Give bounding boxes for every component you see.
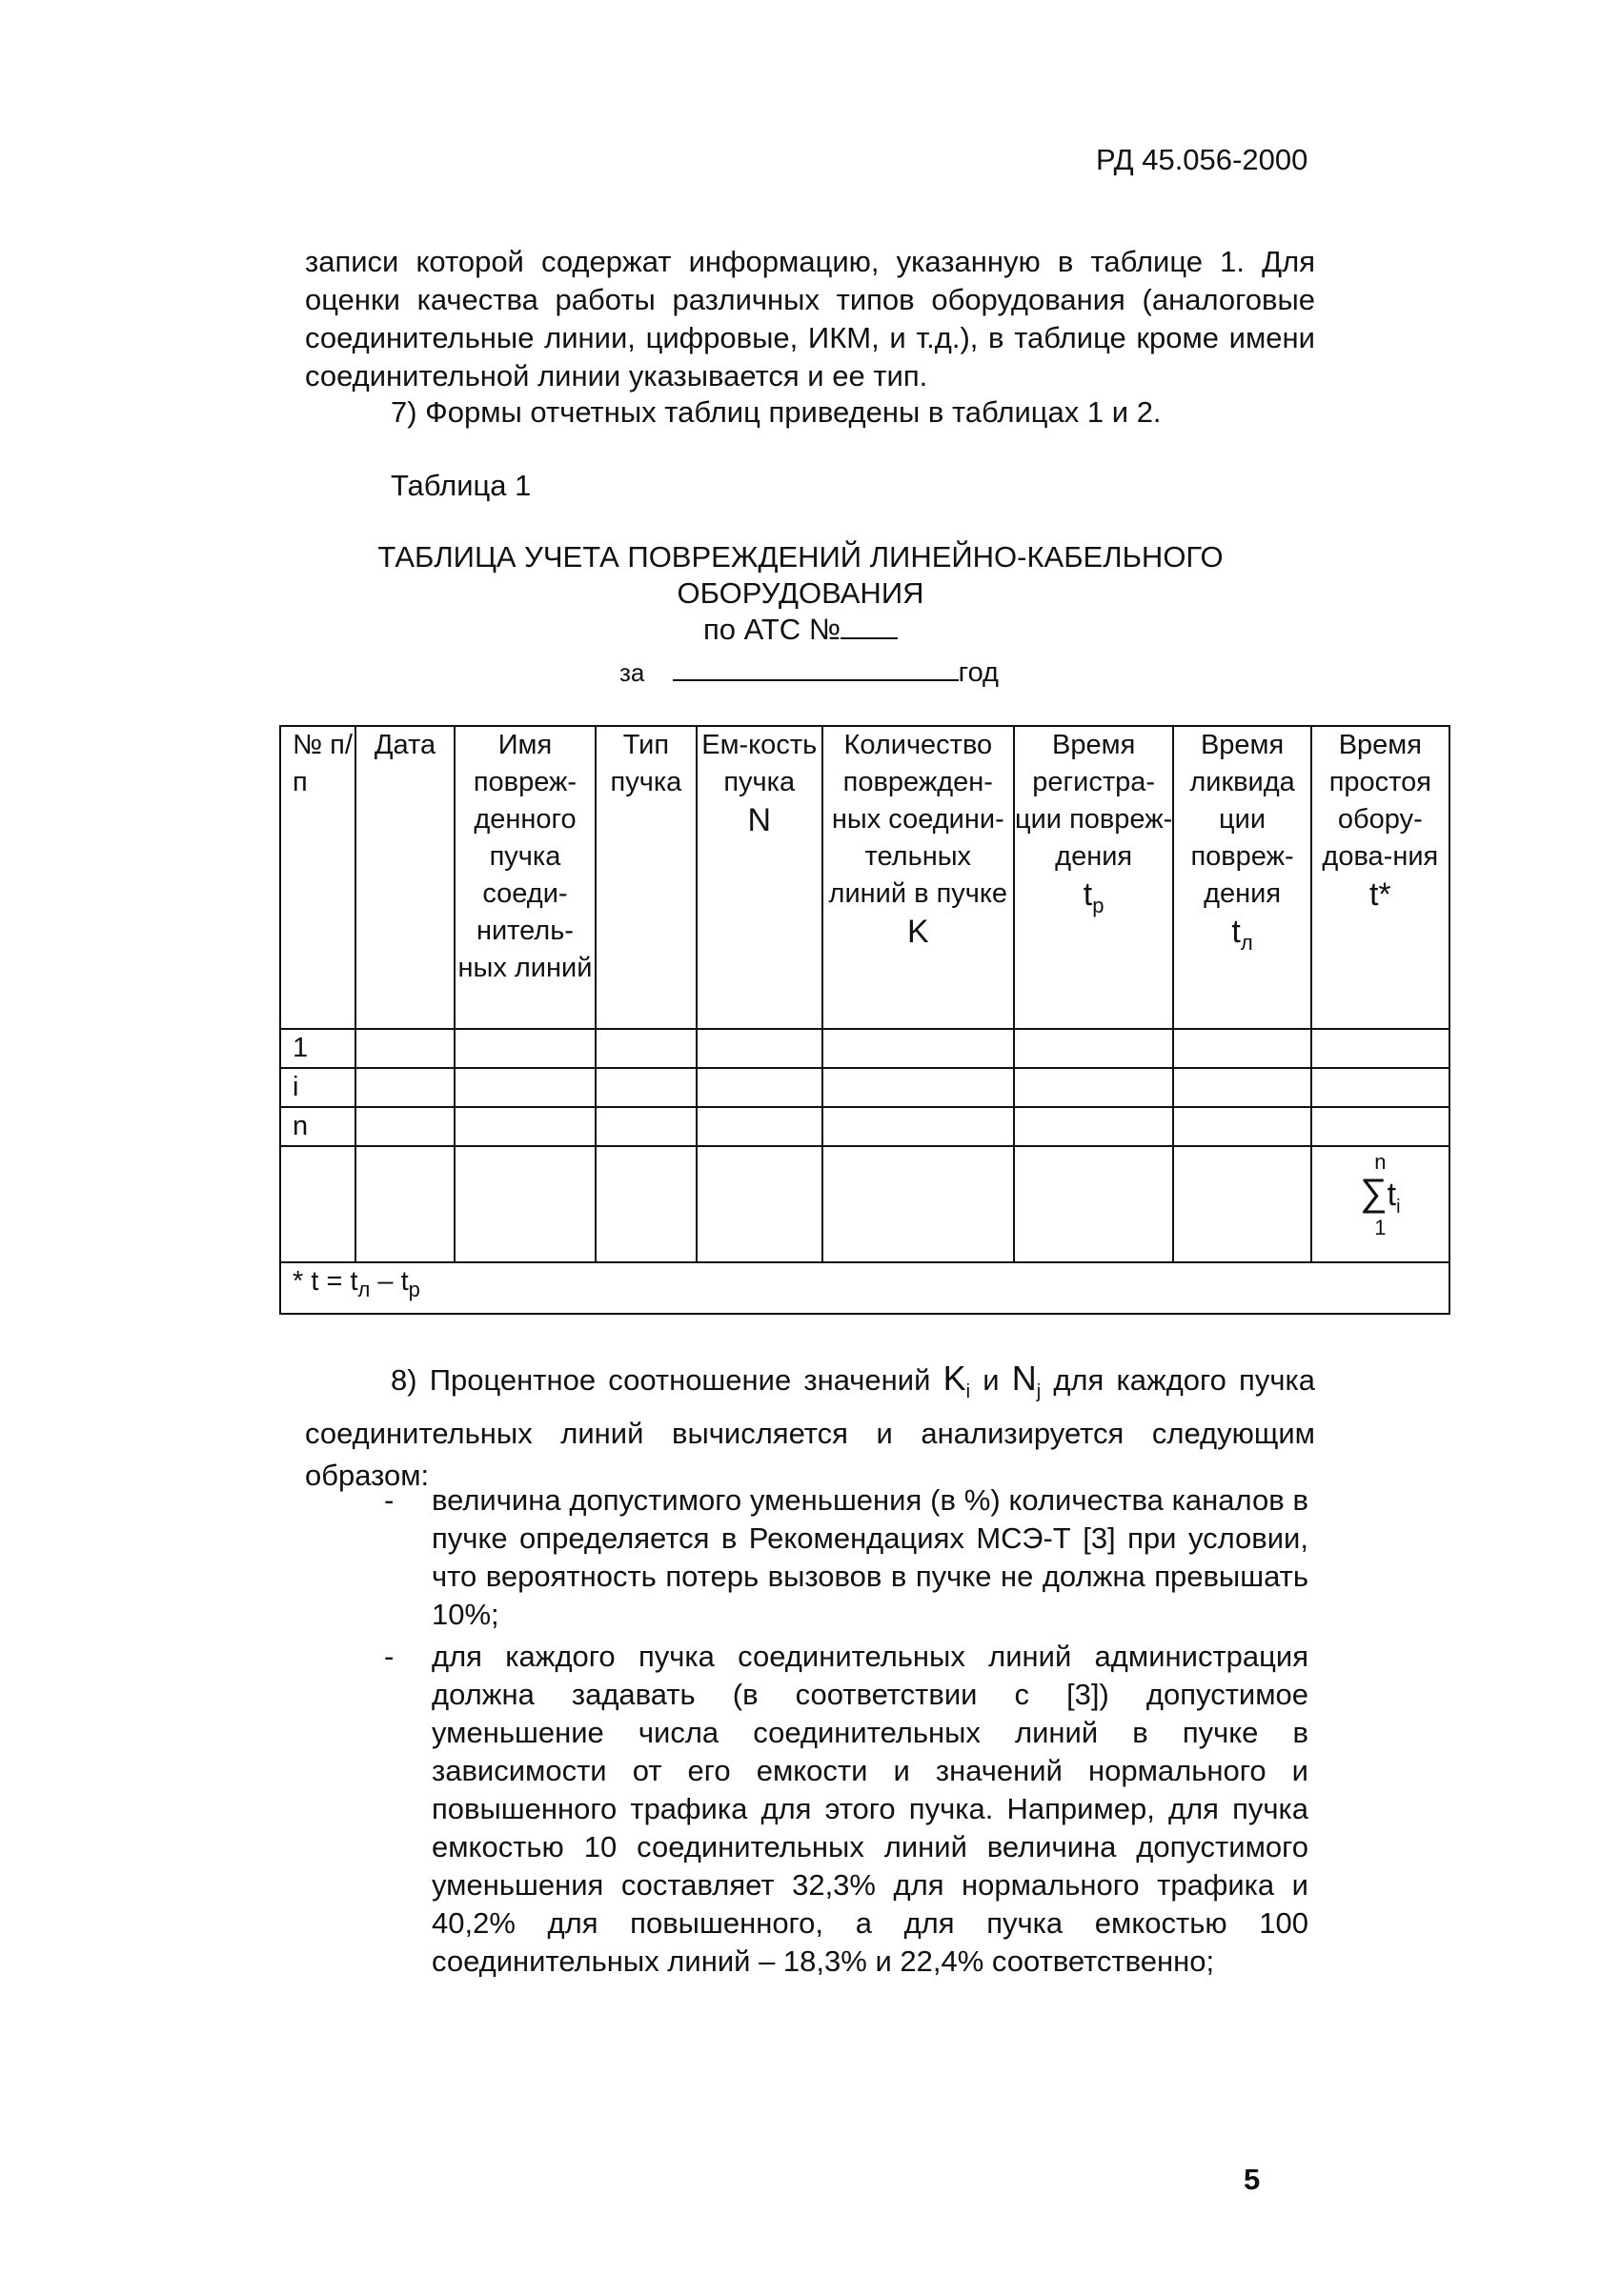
symbol-nj: $N_j$: [1011, 1359, 1042, 1403]
row-label-1: 1: [280, 1029, 355, 1068]
col-header-capacity: Ем-кость пучка N: [697, 726, 822, 1029]
symbol-k: K: [906, 914, 929, 950]
col-header-damaged-count: Количество поврежден-ных соедини-тельных линий в пучке K: [822, 726, 1014, 1029]
sum-row: [280, 1146, 1449, 1262]
symbol-tp: $t_p$: [1083, 876, 1104, 917]
intro-paragraph: записи которой содержат информацию, указанную в таблице 1. Для оценки качества работы различных типов оборудования (аналоговые соединительные линии, цифровые, ИКМ, и т.д.), в таблице кроме имени соединительной линии указывается и ее тип.: [305, 245, 1315, 393]
year-blank: [673, 679, 959, 681]
sum-formula: n $\sum t_i$ 1: [1360, 1150, 1401, 1239]
table-row: [280, 1029, 1449, 1068]
page-number: 5: [1244, 2163, 1261, 2196]
table-label: Таблица 1: [391, 469, 532, 502]
table-row: [280, 1068, 1449, 1107]
col-header-bundle-type: Тип пучка: [596, 726, 697, 1029]
paragraph-7: 7) Формы отчетных таблиц приведены в таблицах 1 и 2.: [391, 395, 1162, 429]
symbol-t-star: t*: [1368, 876, 1391, 913]
god-label: год: [958, 657, 999, 688]
col-header-date: Дата: [355, 726, 455, 1029]
table-title-line-1: ТАБЛИЦА УЧЕТА ПОВРЕЖДЕНИЙ ЛИНЕЙНО-КАБЕЛЬНОГО: [377, 540, 1224, 574]
ats-number-blank: [841, 637, 898, 639]
ats-label: по АТС №: [702, 613, 841, 646]
col-header-number: № п/п: [280, 726, 355, 1029]
col-header-downtime: Время простоя обору-дова-ния t*: [1311, 726, 1449, 1029]
table-title-line-2: ОБОРУДОВАНИЯ: [677, 576, 924, 610]
footnote-row: [280, 1262, 1449, 1314]
bullet-list: [384, 1481, 1308, 1984]
table-title: [286, 539, 1315, 648]
col-header-repair-time: Время ликвида ции повреж-дения $t_л$: [1173, 726, 1310, 1029]
table-footnote: * $t = t_л - t_р$: [280, 1262, 1449, 1314]
period-line: [619, 657, 999, 689]
list-item: - величина допустимого уменьшения (в %) количества каналов в пучке определяется в Рекомендациях МСЭ-Т [3] при условии, что вероятность потерь вызовов в пучке не должна превышать 10%;: [384, 1483, 1308, 1631]
damage-table: [279, 725, 1450, 1315]
symbol-tl: $t_л$: [1231, 914, 1253, 955]
col-header-registration-time: Время регистра-ции повреж-дения $t_p$: [1014, 726, 1174, 1029]
table-header-row: [280, 726, 1449, 1029]
row-label-n: n: [280, 1107, 355, 1146]
row-label-i: i: [280, 1068, 355, 1107]
symbol-n: N: [747, 802, 772, 838]
list-item: - для каждого пучка соединительных линий администрация должна задавать (в соответствии с [3]) допустимое уменьшение числа соединительных линий в пучке в зависимости от его емкости и значений нормального и повышенного трафика для этого пучка. Например, для пучка емкостью 10 соединительных линий величина допустимого уменьшения составляет 32,3% для нормального трафика и 40,2% для повышенного, а для пучка емкостью 100 соединительных линий – 18,3% и 22,4% соответственно;: [384, 1640, 1308, 1978]
table-row: [280, 1107, 1449, 1146]
document-code: РД 45.056-2000: [1096, 143, 1308, 176]
ats-line: [286, 612, 1315, 648]
sum-cell: [1311, 1146, 1449, 1262]
col-header-bundle-name: Имя повреж-денного пучка соеди-нитель-ных линий: [455, 726, 596, 1029]
paragraph-8: 8) Процентное соотношение значений $K_i$ и $N_j$ для каждого пучка соединительных линий вычисляется и анализируется следующим образом:: [305, 1359, 1315, 1493]
za-label: за: [619, 658, 645, 687]
symbol-ki: $K_i$: [942, 1359, 971, 1403]
